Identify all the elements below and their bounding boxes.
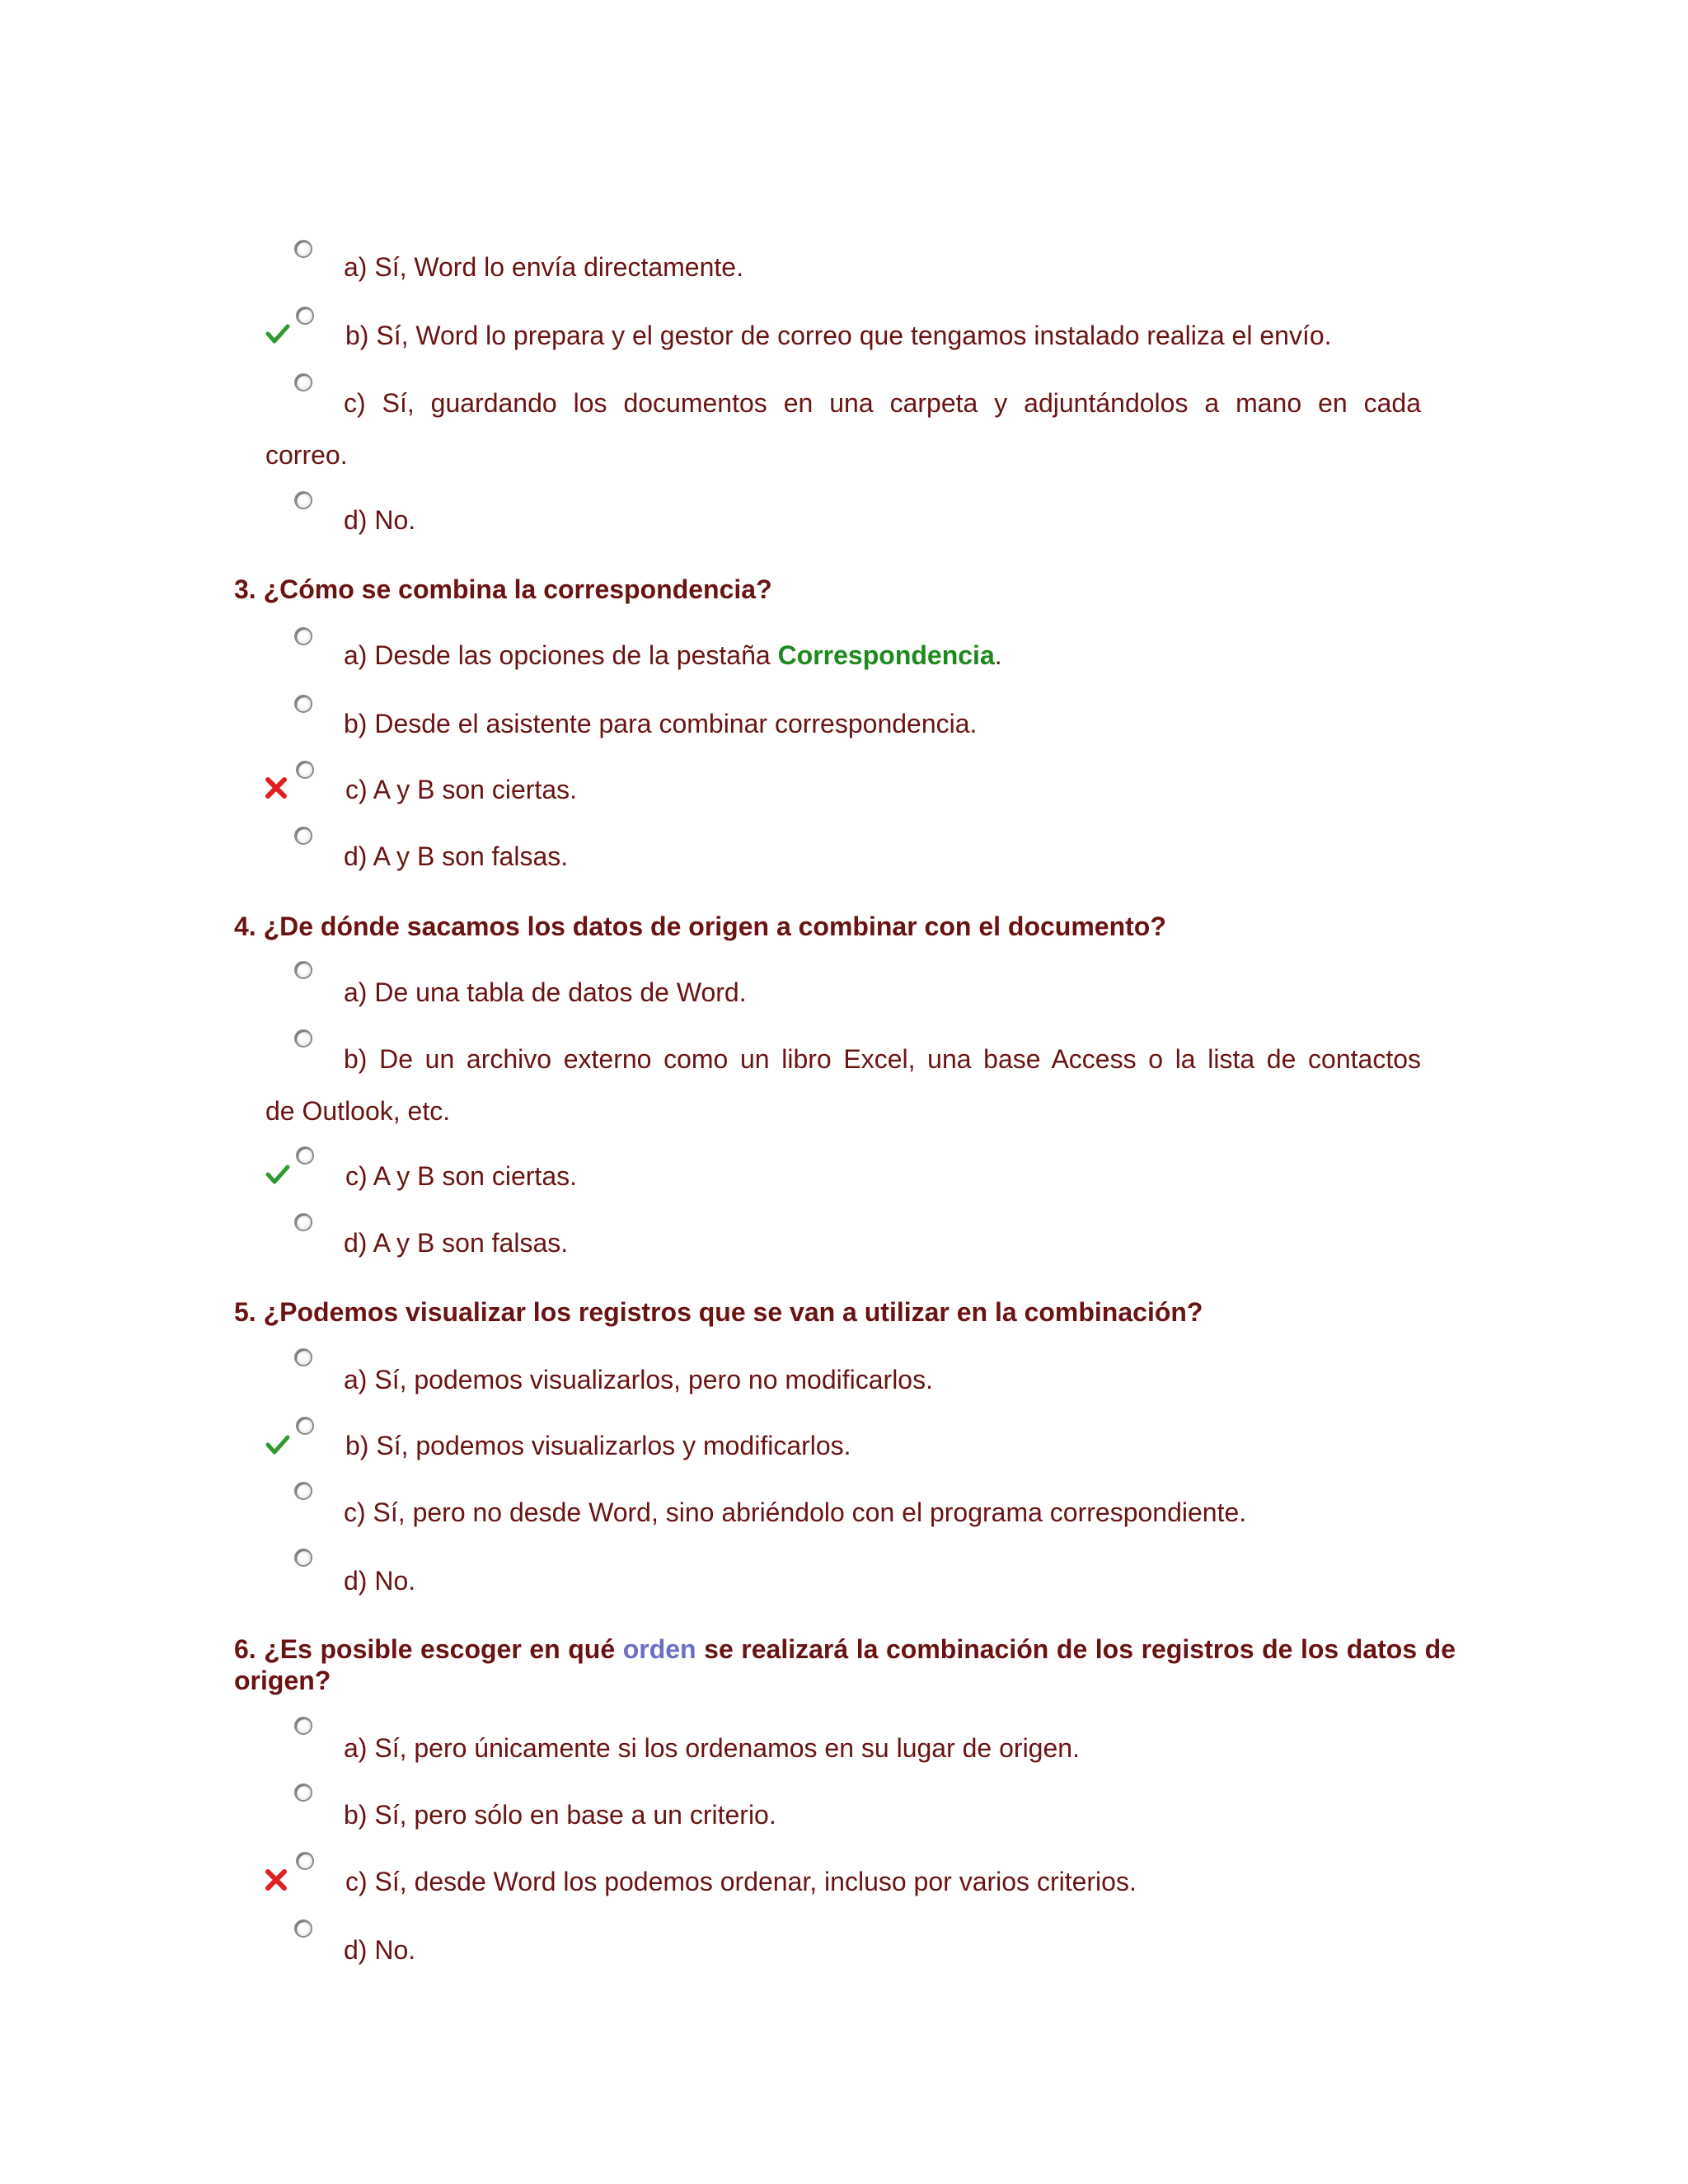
- radio-icon[interactable]: [296, 307, 314, 325]
- highlight-term: Correspondencia: [777, 640, 995, 670]
- option-text: c) A y B son ciertas.: [345, 1161, 577, 1191]
- radio-icon[interactable]: [294, 240, 312, 258]
- option-text: b) Sí, podemos visualizarlos y modificarlos.: [345, 1431, 851, 1460]
- option-text-continuation: correo.: [265, 440, 348, 470]
- check-icon: [265, 1432, 290, 1457]
- option-text: a) Sí, podemos visualizarlos, pero no modificarlos.: [344, 1365, 933, 1394]
- radio-icon[interactable]: [294, 1213, 312, 1231]
- option-text: a) De una tabla de datos de Word.: [344, 977, 747, 1007]
- radio-icon[interactable]: [294, 491, 312, 509]
- radio-icon[interactable]: [294, 1919, 312, 1938]
- radio-icon[interactable]: [294, 1717, 312, 1735]
- option-text: b) De un archivo externo como un libro Excel, una base Access o la lista de contactos: [344, 1044, 1422, 1074]
- option-text: a) Desde las opciones de la pestaña Correspondencia.: [344, 640, 1002, 670]
- radio-icon[interactable]: [294, 1029, 312, 1047]
- option-text: d) A y B son falsas.: [344, 841, 569, 871]
- radio-icon[interactable]: [294, 373, 312, 391]
- question-title: 5. ¿Podemos visualizar los registros que se van a utilizar en la combinación?: [234, 1297, 1203, 1327]
- radio-icon[interactable]: [296, 1417, 314, 1435]
- check-icon: [265, 321, 290, 346]
- cross-icon: [264, 776, 288, 800]
- highlight-term: orden: [622, 1634, 696, 1664]
- cross-icon: [264, 1868, 288, 1892]
- question-title: 6. ¿Es posible escoger en qué orden se realizará la combinación de los registros de los datos de origen?: [234, 1634, 1456, 1695]
- option-text: b) Sí, pero sólo en base a un criterio.: [344, 1800, 776, 1830]
- question-title: 3. ¿Cómo se combina la correspondencia?: [234, 574, 772, 604]
- radio-icon[interactable]: [296, 1146, 314, 1165]
- option-text: c) Sí, desde Word los podemos ordenar, incluso por varios criterios.: [345, 1867, 1137, 1896]
- radio-icon[interactable]: [294, 827, 312, 845]
- option-text: c) A y B son ciertas.: [345, 775, 577, 804]
- option-text: c) Sí, pero no desde Word, sino abriéndolo con el programa correspondiente.: [344, 1497, 1247, 1527]
- option-text: c) Sí, guardando los documentos en una carpeta y adjuntándolos a mano en cada: [344, 388, 1422, 418]
- check-icon: [265, 1162, 290, 1187]
- radio-icon[interactable]: [294, 1482, 312, 1500]
- radio-icon[interactable]: [294, 695, 312, 713]
- option-text: b) Desde el asistente para combinar correspondencia.: [344, 709, 978, 738]
- option-text: b) Sí, Word lo prepara y el gestor de correo que tengamos instalado realiza el envío.: [345, 321, 1332, 350]
- radio-icon[interactable]: [294, 1549, 312, 1567]
- radio-icon[interactable]: [294, 627, 312, 645]
- radio-icon[interactable]: [294, 961, 312, 979]
- option-text: d) No.: [344, 1566, 416, 1596]
- option-text-continuation: de Outlook, etc.: [265, 1096, 451, 1126]
- option-text: a) Sí, Word lo envía directamente.: [344, 252, 743, 282]
- option-text: a) Sí, pero únicamente si los ordenamos en su lugar de origen.: [344, 1733, 1080, 1763]
- option-text: d) A y B son falsas.: [344, 1228, 569, 1258]
- option-text: d) No.: [344, 505, 416, 535]
- radio-icon[interactable]: [296, 761, 314, 779]
- radio-icon[interactable]: [296, 1852, 314, 1870]
- radio-icon[interactable]: [294, 1783, 312, 1802]
- radio-icon[interactable]: [294, 1348, 312, 1366]
- question-title: 4. ¿De dónde sacamos los datos de origen a combinar con el documento?: [234, 912, 1166, 941]
- option-text: d) No.: [344, 1935, 416, 1965]
